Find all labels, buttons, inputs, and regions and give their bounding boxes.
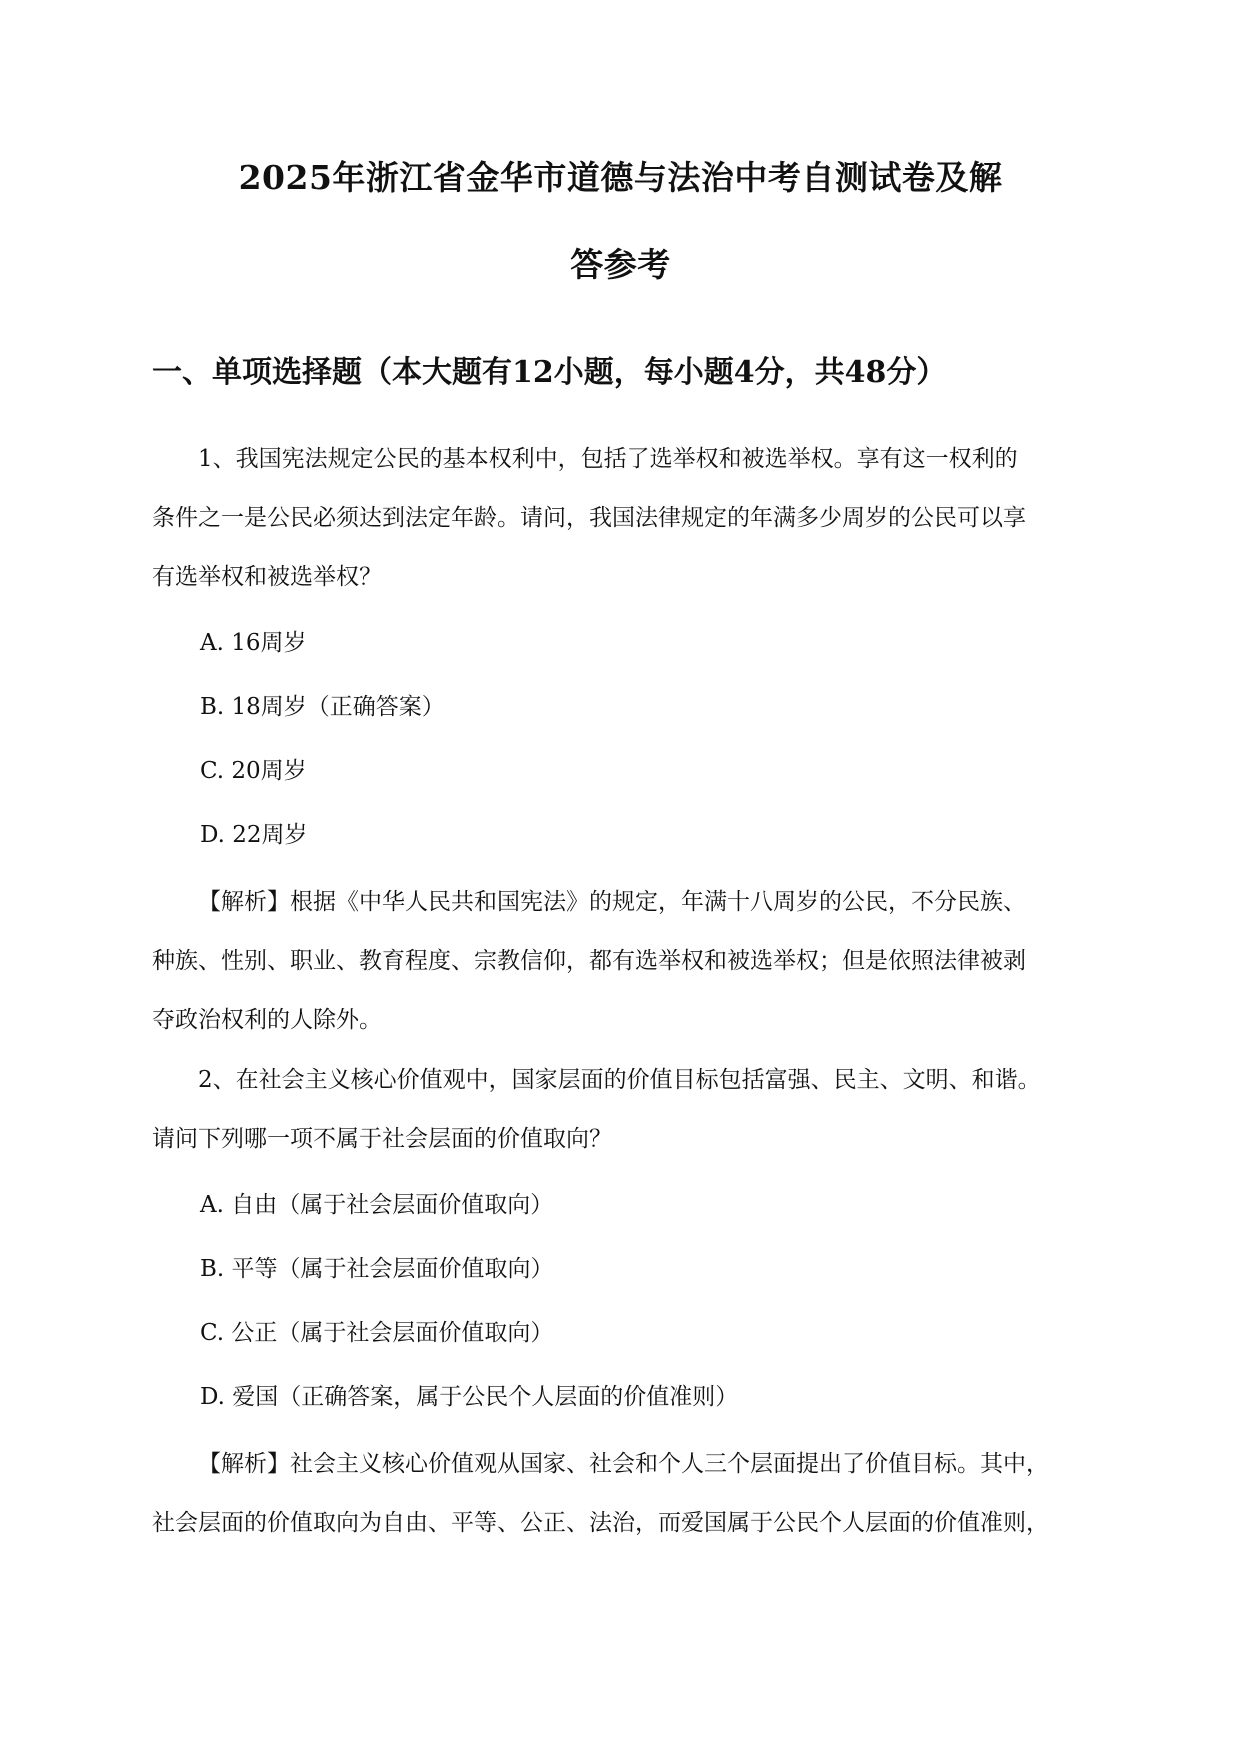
question-2-analysis-line-1: 【解析】社会主义核心价值观从国家、社会和个人三个层面提出了价值目标。其中， [198,1451,1049,1477]
section-heading: 一、单项选择题（本大题有12小题，每小题4分，共48分） [152,355,947,390]
question-2-stem-line-1: 2、在社会主义核心价值观中，国家层面的价值目标包括富强、民主、文明、和谐。 [198,1067,1041,1093]
question-2-option-b: B. 平等（属于社会层面价值取向） [200,1256,554,1282]
question-2-analysis-line-2: 社会层面的价值取向为自由、平等、公正、法治，而爱国属于公民个人层面的价值准则， [152,1510,1049,1536]
question-2-stem-line-2: 请问下列哪一项不属于社会层面的价值取向？ [152,1126,612,1152]
question-1-analysis-line-3: 夺政治权利的人除外。 [152,1007,382,1033]
question-1-stem-line-3: 有选举权和被选举权？ [152,564,382,590]
question-1-option-d: D. 22周岁 [200,822,308,848]
question-1-option-c: C. 20周岁 [200,758,307,784]
question-2-option-c: C. 公正（属于社会层面价值取向） [200,1320,554,1346]
question-1-analysis-line-2: 种族、性别、职业、教育程度、宗教信仰，都有选举权和被选举权；但是依照法律被剥 [152,948,1026,974]
question-1-stem-line-2: 条件之一是公民必须达到法定年龄。请问，我国法律规定的年满多少周岁的公民可以享 [152,505,1026,531]
question-1-stem-line-1: 1、我国宪法规定公民的基本权利中，包括了选举权和被选举权。享有这一权利的 [198,446,1018,472]
question-1-option-b: B. 18周岁（正确答案） [200,694,445,720]
document-title-line-2: 答参考 [570,245,671,284]
question-2-option-a: A. 自由（属于社会层面价值取向） [200,1192,554,1218]
document-title-line-1: 2025年浙江省金华市道德与法治中考自测试卷及解 [238,158,1003,197]
question-1-analysis-line-1: 【解析】根据《中华人民共和国宪法》的规定，年满十八周岁的公民，不分民族、 [198,889,1026,915]
question-1-option-a: A. 16周岁 [200,630,307,656]
question-2-option-d: D. 爱国（正确答案，属于公民个人层面的价值准则） [200,1384,739,1410]
